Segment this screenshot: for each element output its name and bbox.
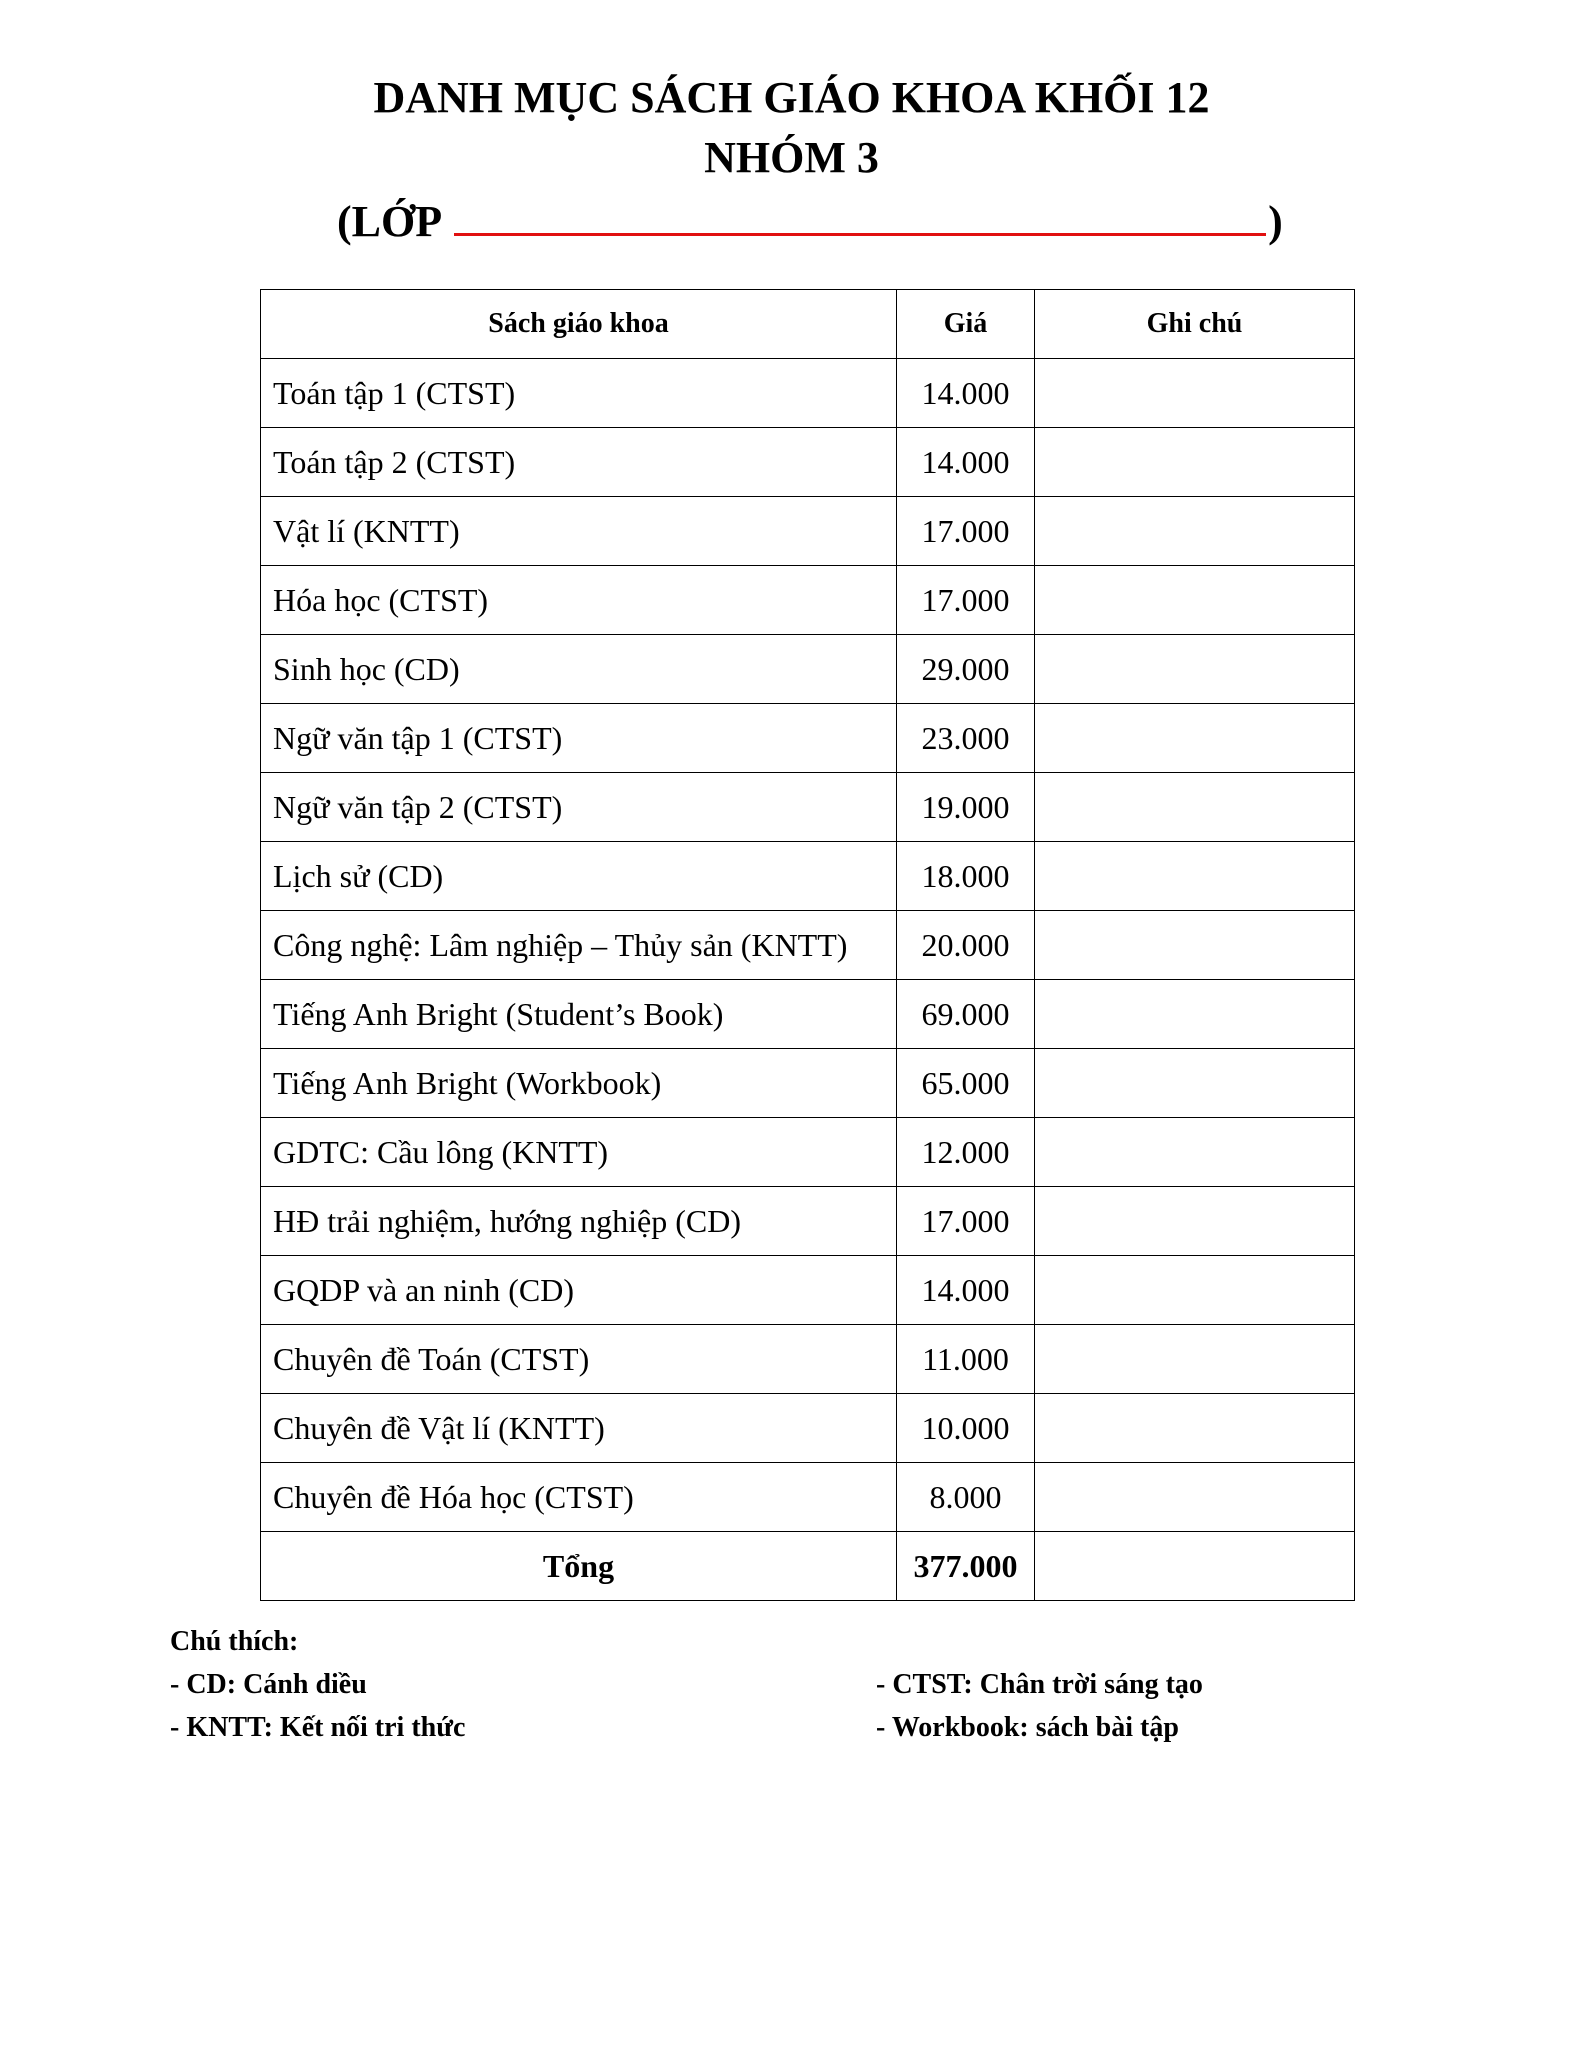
- total-row: [261, 1532, 1355, 1601]
- note-item: - CTST: Chân trời sáng tạo: [876, 1669, 1203, 1700]
- note-cell: [1035, 635, 1355, 704]
- book-name-cell: GQDP và an ninh (CD): [261, 1256, 897, 1325]
- book-name-cell: Tiếng Anh Bright (Workbook): [261, 1049, 897, 1118]
- class-blank-line: [454, 194, 1266, 236]
- book-name-cell: Toán tập 2 (CTST): [261, 428, 897, 497]
- column-header-note: Ghi chú: [1035, 290, 1355, 359]
- note-cell: [1035, 566, 1355, 635]
- table-row: [261, 635, 1355, 704]
- note-item: - CD: Cánh diều: [170, 1669, 367, 1700]
- note-item: - Workbook: sách bài tập: [876, 1712, 1179, 1743]
- total-label: Tổng: [261, 1532, 897, 1601]
- book-name-cell: Chuyên đề Toán (CTST): [261, 1325, 897, 1394]
- note-cell: [1035, 1187, 1355, 1256]
- notes-section: [170, 1620, 1420, 1749]
- price-cell: 11.000: [897, 1325, 1035, 1394]
- group-subtitle: NHÓM 3: [704, 133, 879, 182]
- note-cell: [1035, 1049, 1355, 1118]
- book-name-cell: Tiếng Anh Bright (Student’s Book): [261, 980, 897, 1049]
- table-row: [261, 911, 1355, 980]
- page-title: DANH MỤC SÁCH GIÁO KHOA KHỐI 12: [373, 73, 1210, 122]
- note-cell: [1035, 773, 1355, 842]
- note-cell: [1035, 428, 1355, 497]
- note-cell: [1035, 1256, 1355, 1325]
- total-value: 377.000: [897, 1532, 1035, 1601]
- note-cell: [1035, 911, 1355, 980]
- note-cell: [1035, 1463, 1355, 1532]
- price-cell: 69.000: [897, 980, 1035, 1049]
- note-cell: [1035, 842, 1355, 911]
- note-cell: [1035, 1118, 1355, 1187]
- book-name-cell: Sinh học (CD): [261, 635, 897, 704]
- book-name-cell: GDTC: Cầu lông (KNTT): [261, 1118, 897, 1187]
- table-row: [261, 1325, 1355, 1394]
- total-note: [1035, 1532, 1355, 1601]
- book-name-cell: Lịch sử (CD): [261, 842, 897, 911]
- table-row: [261, 497, 1355, 566]
- note-cell: [1035, 359, 1355, 428]
- table-row: [261, 1394, 1355, 1463]
- book-name-cell: Toán tập 1 (CTST): [261, 359, 897, 428]
- price-cell: 19.000: [897, 773, 1035, 842]
- note-cell: [1035, 497, 1355, 566]
- book-name-cell: Hóa học (CTST): [261, 566, 897, 635]
- price-cell: 18.000: [897, 842, 1035, 911]
- book-name-cell: Công nghệ: Lâm nghiệp – Thủy sản (KNTT): [261, 911, 897, 980]
- note-cell: [1035, 980, 1355, 1049]
- table-row: [261, 359, 1355, 428]
- notes-heading: Chú thích:: [170, 1626, 299, 1657]
- table-row: [261, 566, 1355, 635]
- price-cell: 8.000: [897, 1463, 1035, 1532]
- price-cell: 10.000: [897, 1394, 1035, 1463]
- notes-row: [170, 1663, 1420, 1706]
- price-cell: 17.000: [897, 497, 1035, 566]
- table-row: [261, 704, 1355, 773]
- price-cell: 23.000: [897, 704, 1035, 773]
- class-line: [337, 194, 1283, 248]
- price-cell: 17.000: [897, 566, 1035, 635]
- notes-row: [170, 1706, 1420, 1749]
- price-cell: 14.000: [897, 359, 1035, 428]
- book-name-cell: HĐ trải nghiệm, hướng nghiệp (CD): [261, 1187, 897, 1256]
- table-row: [261, 428, 1355, 497]
- column-header-price: Giá: [897, 290, 1035, 359]
- class-label: (LỚP: [337, 197, 443, 246]
- price-cell: 14.000: [897, 1256, 1035, 1325]
- price-cell: 14.000: [897, 428, 1035, 497]
- column-header-book: Sách giáo khoa: [261, 290, 897, 359]
- price-cell: 65.000: [897, 1049, 1035, 1118]
- book-name-cell: Chuyên đề Hóa học (CTST): [261, 1463, 897, 1532]
- book-name-cell: Ngữ văn tập 1 (CTST): [261, 704, 897, 773]
- class-close-paren: ): [1268, 197, 1283, 246]
- price-cell: 17.000: [897, 1187, 1035, 1256]
- table-row: [261, 842, 1355, 911]
- book-name-cell: Vật lí (KNTT): [261, 497, 897, 566]
- price-cell: 12.000: [897, 1118, 1035, 1187]
- table-header-row: [261, 290, 1355, 359]
- book-name-cell: Chuyên đề Vật lí (KNTT): [261, 1394, 897, 1463]
- textbook-table: [260, 289, 1355, 1601]
- table-row: [261, 1256, 1355, 1325]
- table-row: [261, 1463, 1355, 1532]
- note-cell: [1035, 1394, 1355, 1463]
- book-name-cell: Ngữ văn tập 2 (CTST): [261, 773, 897, 842]
- note-cell: [1035, 1325, 1355, 1394]
- price-cell: 29.000: [897, 635, 1035, 704]
- table-row: [261, 1049, 1355, 1118]
- note-item: - KNTT: Kết nối tri thức: [170, 1712, 466, 1743]
- note-cell: [1035, 704, 1355, 773]
- table-row: [261, 1118, 1355, 1187]
- table-row: [261, 1187, 1355, 1256]
- table-row: [261, 980, 1355, 1049]
- table-row: [261, 773, 1355, 842]
- price-cell: 20.000: [897, 911, 1035, 980]
